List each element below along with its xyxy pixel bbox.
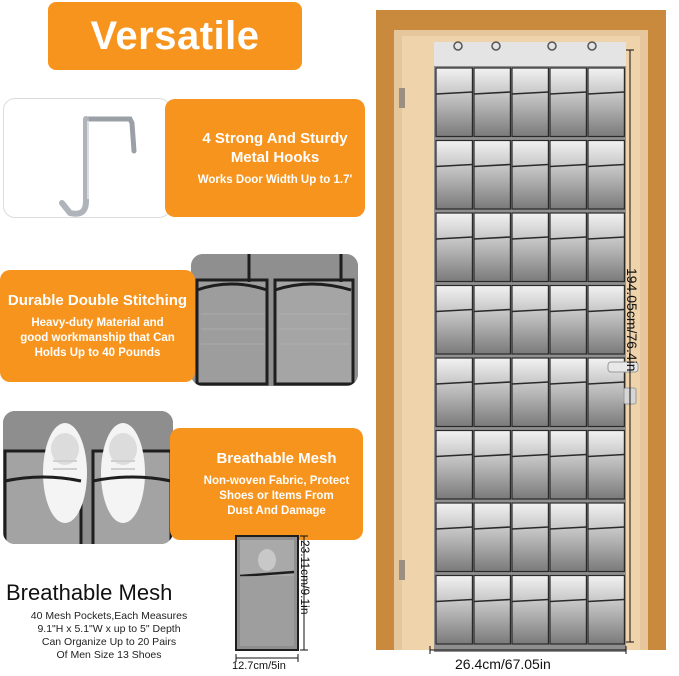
organizer-pocket: [436, 68, 472, 137]
organizer-pocket: [512, 431, 548, 500]
organizer-pocket: [512, 68, 548, 137]
organizer-pocket: [588, 68, 624, 137]
organizer-pocket: [512, 576, 548, 645]
hook-photo: [3, 98, 171, 218]
organizer-pocket: [474, 286, 510, 355]
organizer-pocket: [588, 503, 624, 572]
hooks-body: Works Door Width Up to 1.7': [197, 173, 353, 186]
organizer-pocket: [436, 503, 472, 572]
title-banner: [48, 2, 302, 70]
hooks-heading-line2: Metal Hooks: [230, 148, 320, 166]
mesh-body-line2: Shoes or Items From: [219, 490, 334, 502]
organizer-pocket: [512, 503, 548, 572]
organizer-pocket: [474, 503, 510, 572]
shoes-photo: [3, 411, 173, 544]
breathable-desc-line1: 40 Mesh Pockets,Each Measures: [30, 610, 188, 622]
organizer-pocket: [512, 213, 548, 282]
organizer-pocket: [588, 213, 624, 282]
breathable-desc-line2: 9.1"H x 5.1"W x up to 5" Depth: [37, 623, 181, 635]
organizer-pocket: [588, 431, 624, 500]
pocket-width-label: 12.7cm/5in: [232, 660, 286, 672]
organizer-pocket: [512, 358, 548, 427]
breathable-title: Breathable Mesh: [6, 580, 173, 605]
stitching-heading: Durable Double Stitching: [7, 292, 188, 309]
metal-hook-icon: [4, 99, 171, 218]
stitching-photo: [191, 254, 358, 386]
stitched-pocket-icon: [191, 254, 358, 386]
mesh-body-line1: Non-woven Fabric, Protect: [203, 475, 350, 487]
organizer-pocket: [550, 576, 586, 645]
page-title: Versatile: [90, 13, 260, 58]
hooks-feature-panel: [165, 99, 365, 217]
organizer-pocket: [436, 213, 472, 282]
single-pocket-diagram: [230, 528, 330, 676]
organizer-pocket: [550, 213, 586, 282]
mesh-heading: Breathable Mesh: [216, 450, 337, 467]
organizer-pocket: [550, 68, 586, 137]
organizer-pocket: [474, 213, 510, 282]
organizer-pocket: [512, 141, 548, 210]
organizer-pocket: [588, 286, 624, 355]
organizer-pocket: [436, 576, 472, 645]
organizer-pocket: [550, 286, 586, 355]
mesh-body-line3: Dust And Damage: [227, 505, 326, 517]
stitching-body-line3: Holds Up to 40 Pounds: [34, 347, 161, 359]
organizer-pocket: [474, 576, 510, 645]
breathable-desc-line3: Can Organize Up to 20 Pairs: [41, 636, 177, 648]
sneakers-icon: [3, 411, 173, 544]
organizer-pocket: [436, 431, 472, 500]
stitching-feature-panel: [0, 270, 195, 382]
stitching-body-line1: Heavy-duty Material and: [31, 317, 164, 329]
breathable-desc-line4: Of Men Size 13 Shoes: [56, 649, 162, 661]
organizer-pocket: [550, 358, 586, 427]
organizer-pocket: [436, 141, 472, 210]
organizer-pocket: [550, 503, 586, 572]
breathable-description: [4, 610, 214, 662]
organizer-pocket: [550, 141, 586, 210]
organizer-pocket: [474, 141, 510, 210]
organizer-width-label: 26.4cm/67.05in: [455, 656, 551, 672]
organizer-pocket: [474, 431, 510, 500]
organizer-pocket: [588, 576, 624, 645]
organizer-pocket: [436, 358, 472, 427]
organizer-pocket: [588, 141, 624, 210]
organizer-pocket: [550, 431, 586, 500]
organizer-pocket: [474, 68, 510, 137]
stitching-body-line2: good workmanship that Can: [20, 332, 175, 344]
organizer-pocket: [436, 286, 472, 355]
organizer-pocket: [512, 286, 548, 355]
pocket-height-label: 23.11cm/9.1in: [298, 540, 312, 615]
organizer-height-label: 194.05cm/76.4in: [624, 268, 640, 372]
organizer-pocket: [474, 358, 510, 427]
hooks-heading-line1: 4 Strong And Sturdy: [202, 129, 348, 147]
mesh-feature-panel: [170, 428, 363, 540]
